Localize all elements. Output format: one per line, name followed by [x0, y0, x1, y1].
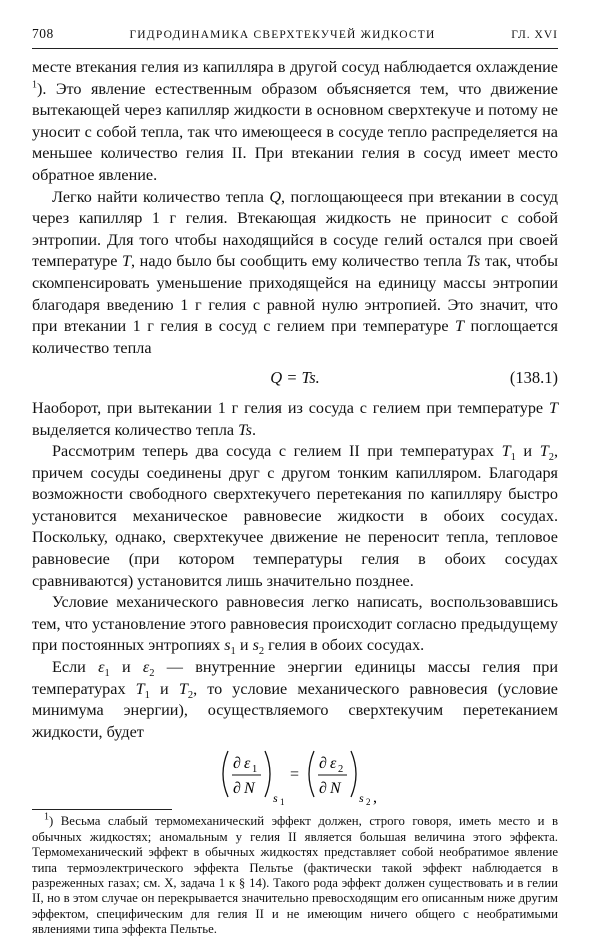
s-subscript: s — [273, 791, 278, 806]
epsilon-symbol: ε — [244, 755, 251, 773]
text-run: , надо было бы сообщить ему количество тепла — [131, 252, 467, 271]
running-head — [32, 26, 558, 49]
equals-sign: = — [290, 766, 300, 784]
text-run: и — [109, 658, 143, 677]
text-run: и — [149, 679, 179, 698]
math-symbol: ε — [142, 658, 150, 677]
text-run: . — [251, 420, 257, 439]
footnote — [32, 814, 558, 937]
s-index: 1 — [280, 797, 285, 806]
math-subscript: 1 — [144, 689, 150, 701]
text-run: Наоборот, при вытекании 1 г гелия из сосуда с гелием при температуре — [32, 398, 549, 417]
paragraph-3 — [32, 398, 558, 441]
partial-symbol: ∂ — [233, 780, 241, 798]
math-symbol: Ts — [238, 420, 252, 439]
trailing-comma: , — [373, 789, 377, 806]
equation-body: Q = Ts. — [270, 368, 320, 388]
footnote-rule — [32, 809, 172, 810]
footnote-body: ) Весьма слабый термомеханический эффект должен, строго говоря, иметь место и в обычных жидкостях; аномальным у гелия II является большая величина этого эффекта. Термомеханический эффект в обычных жидкостях представляет собой необратимое явление типа термоэлектрического эффекта Пельтье (фактически такой эффект наблюдается в разреженных газах; см. X, задача 1 к § 14). Такого рода эффект должен существовать и в гелии II, но в этом случае он перекрывается значительно превосходящим его описанным ниже другим эффектом, специфическим для гелия II и не имеющим ничего общего с необратимыми явлениями типа эффекта Пельтье. — [32, 814, 558, 937]
epsilon-subscript: 1 — [252, 764, 258, 776]
page-number: 708 — [32, 26, 54, 41]
text-run: Если — [52, 658, 99, 677]
N-symbol: N — [244, 780, 255, 798]
text-run: Легко найти количество тепла — [52, 187, 270, 206]
paragraph-2 — [32, 187, 558, 360]
epsilon-subscript: 2 — [338, 764, 344, 776]
partial-symbol: ∂ — [319, 755, 327, 773]
text-run: — внутренние энергии единицы массы гелия при температурах — [32, 658, 558, 698]
text-run: , причем сосуды соединены друг с другом тонким капилляром. Благодаря возможности свободного сверхтекучего перетекания по капилляру быстро установится механическое равновесие жидкости в обоих сосудах. Поскольку, однако, сверхтекучее движение не переносит тепла, тепловое равновесие (при котором температуры гелия в обоих сосудах сравниваются) установится лишь значительно позднее. — [32, 442, 558, 590]
math-symbol: T — [548, 398, 558, 417]
math-subscript: 2 — [548, 452, 554, 464]
math-subscript: 1 — [230, 646, 236, 658]
paragraph-1 — [32, 57, 558, 187]
text-run: , поглощающееся при втекании в сосуд через капилляр 1 г гелия. Втекающая жидкость не приносит с собой энтропии. Для того чтобы находящийся в сосуде гелий остался при своей температуре — [32, 187, 558, 271]
running-title: ГИДРОДИНАМИКА СВЕРХТЕКУЧЕЙ ЖИДКОСТИ — [129, 29, 436, 41]
partial-symbol: ∂ — [233, 755, 241, 773]
math-symbol: s — [224, 636, 231, 655]
text-run: Условие механического равновесия легко написать, воспользовавшись тем, что установление этого равновесия происходит согласно предыдущему при постоянных энтропиях — [32, 593, 558, 655]
math-symbol: ε — [98, 658, 105, 677]
math-symbol: T — [178, 679, 188, 698]
math-subscript: 2 — [258, 646, 265, 658]
paragraph-5 — [32, 592, 558, 657]
s-subscript: s — [359, 791, 364, 806]
footnote-text — [32, 814, 558, 937]
math-symbol: T — [501, 442, 511, 461]
N-symbol: N — [330, 780, 341, 798]
paragraph-4 — [32, 441, 558, 592]
left-paren-close — [265, 751, 270, 797]
equation-graphic — [32, 745, 558, 805]
text-run: ). Это явление естественным образом объясняется тем, что движение вытекающей через капилляр жидкости в основном сверхтекуче и потому не уносит с собой тепла, так что имеющееся в сосуде тепло распределяется на меньшее количество гелия II. При втекании гелия в сосуд имеет место обратное явление. — [32, 79, 558, 184]
equation-138-1 — [32, 367, 558, 389]
text-run: поглощается количество тепла — [32, 317, 558, 357]
chapter-label: ГЛ. XVI — [511, 29, 558, 41]
math-symbol: T — [122, 252, 132, 271]
math-subscript: 2 — [149, 668, 155, 680]
text-run: и — [235, 636, 253, 655]
partial-symbol: ∂ — [319, 780, 327, 798]
math-subscript: 1 — [510, 452, 516, 464]
math-symbol: T — [455, 317, 465, 336]
footnote-mark: 1 — [44, 812, 49, 824]
math-subscript: 1 — [104, 668, 110, 680]
text-run: месте втекания гелия из капилляра в другой сосуд наблюдается охлаждение — [32, 58, 558, 76]
math-symbol: s — [252, 636, 259, 655]
math-symbol: Ts — [466, 252, 481, 271]
text-run: и — [515, 442, 540, 461]
math-subscript: 2 — [187, 689, 194, 701]
text-run: гелия в обоих сосудах. — [264, 636, 425, 655]
s-index: 2 — [366, 797, 371, 806]
equation-number: (138.1) — [509, 368, 558, 388]
math-symbol: Q — [269, 187, 282, 206]
math-symbol: T — [135, 679, 145, 698]
text-run: Рассмотрим теперь два сосуда с гелием II при температурах — [52, 442, 502, 461]
page — [32, 26, 558, 938]
body-text — [32, 57, 558, 805]
text-run: так, чтобы скомпенсировать уменьшение приходящейся на единицу массы энтропии благодаря введению 1 г гелия с равной нулю энтропией. Это значит, что при втекании 1 г гелия в сосуд с гелием при температуре — [32, 252, 559, 336]
equilibrium-equation — [32, 745, 558, 805]
epsilon-symbol: ε — [330, 755, 337, 773]
footnote-mark: 1 — [32, 79, 37, 91]
text-run: выделяется количество тепла — [32, 420, 239, 439]
left-paren-open — [223, 751, 228, 797]
text-run: , то условие механического равновесия (условие минимума энергии), осуществляемого сверхтекучим перетеканием жидкости, будет — [32, 679, 558, 741]
right-paren-open — [309, 751, 314, 797]
math-symbol: T — [539, 442, 549, 461]
paragraph-6 — [32, 657, 558, 743]
right-paren-close — [351, 751, 356, 797]
